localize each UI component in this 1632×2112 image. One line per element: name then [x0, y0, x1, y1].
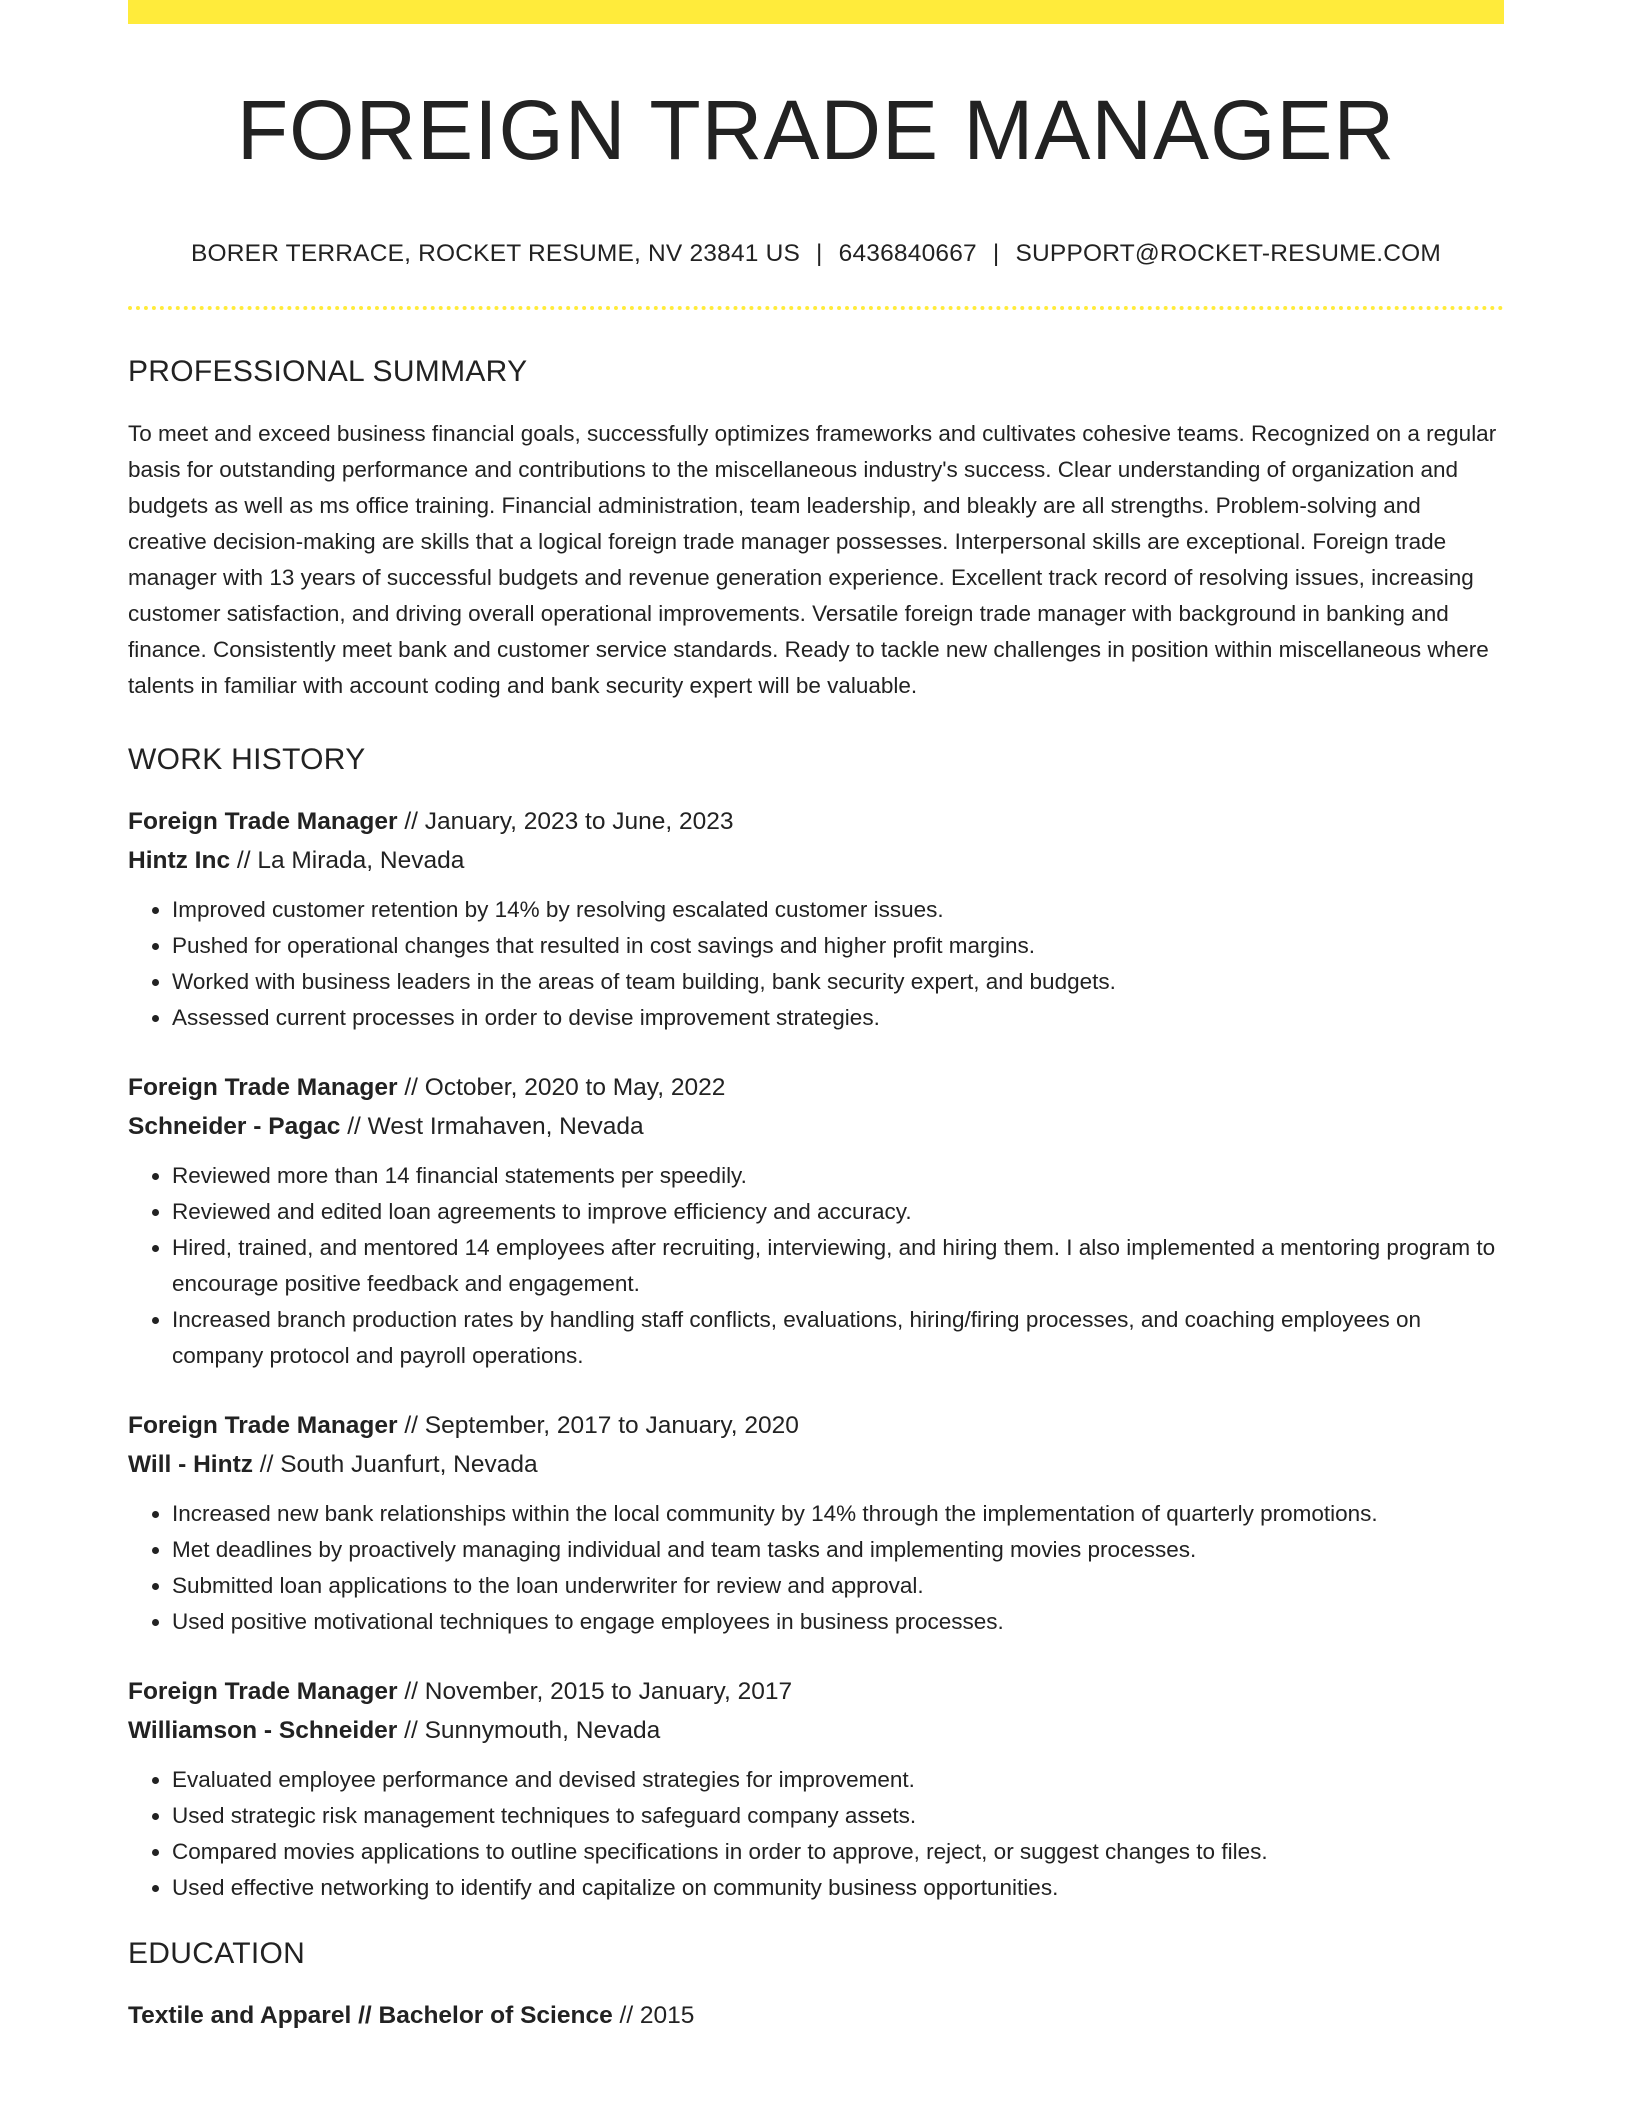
work-section-title: WORK HISTORY: [128, 743, 366, 776]
job-bullet: • Assessed current processes in order to devise improvement strategies.: [172, 1000, 1504, 1036]
contact-separator: |: [992, 240, 1000, 267]
job-bullet: • Reviewed more than 14 financial statements per speedily.: [172, 1158, 1504, 1194]
job-dates: // October, 2020 to May, 2022: [397, 1074, 726, 1101]
job-bullet: • Evaluated employee performance and devised strategies for improvement.: [172, 1762, 1504, 1798]
work-history-list: [128, 802, 1504, 1906]
job-title-line: [128, 1406, 1504, 1445]
job-bullet: • Increased branch production rates by handling staff conflicts, evaluations, hiring/firing processes, and coaching employees on company protocol and payroll operations.: [172, 1302, 1504, 1374]
job-company: Will - Hintz: [128, 1451, 253, 1478]
job-company: Williamson - Schneider: [128, 1717, 398, 1744]
job-bullet: • Increased new bank relationships within the local community by 14% through the implementation of quarterly promotions.: [172, 1496, 1504, 1532]
job-title-line: [128, 1672, 1504, 1711]
job-location: // South Juanfurt, Nevada: [252, 1451, 538, 1478]
job-entry: [128, 1406, 1504, 1640]
job-bullet: • Used strategic risk management techniques to safeguard company assets.: [172, 1798, 1504, 1834]
job-spacer: [128, 1374, 1504, 1406]
job-company: Hintz Inc: [128, 847, 231, 874]
job-bullet: • Used effective networking to identify and capitalize on community business opportunities.: [172, 1870, 1504, 1906]
education-section-title: EDUCATION: [128, 1937, 306, 1970]
job-bullet: • Worked with business leaders in the areas of team building, bank security expert, and budgets.: [172, 964, 1504, 1000]
job-location: // La Mirada, Nevada: [230, 847, 465, 874]
job-company-line: [128, 841, 1504, 880]
job-role: Foreign Trade Manager: [128, 1412, 398, 1439]
contact-line: [128, 240, 1504, 268]
job-spacer: [128, 1036, 1504, 1068]
job-dates: // September, 2017 to January, 2020: [397, 1412, 799, 1439]
job-company-line: [128, 1107, 1504, 1146]
summary-paragraph: To meet and exceed business financial goals, successfully optimizes frameworks and cultivates cohesive teams. Recognized on a regular basis for outstanding performance and contributions to the miscellaneous industry's success. Clear understanding of organization and budgets as well as ms office training. Financial administration, team leadership, and bleakly are all strengths. Problem-solving and creative decision-making are skills that a logical foreign trade manager possesses. Interpersonal skills are exceptional. Foreign trade manager with 13 years of successful budgets and revenue generation experience. Excellent track record of resolving issues, increasing customer satisfaction, and driving overall operational improvements. Versatile foreign trade manager with background in banking and finance. Consistently meet bank and customer service standards. Ready to tackle new challenges in position within miscellaneous where talents in familiar with account coding and bank security expert will be valuable.: [128, 421, 1497, 698]
accent-top-bar: [128, 0, 1504, 24]
job-bullet: • Met deadlines by proactively managing individual and team tasks and implementing movies processes.: [172, 1532, 1504, 1568]
job-role: Foreign Trade Manager: [128, 1074, 398, 1101]
job-bullet: • Compared movies applications to outline specifications in order to approve, reject, or suggest changes to files.: [172, 1834, 1504, 1870]
header-divider: [128, 306, 1504, 310]
summary-section-title: PROFESSIONAL SUMMARY: [128, 355, 528, 388]
job-bullets: [128, 1496, 1504, 1640]
job-bullets: [128, 1762, 1504, 1906]
resume-page: [128, 0, 1504, 2035]
job-title-line: [128, 1068, 1504, 1107]
job-dates: // January, 2023 to June, 2023: [397, 808, 734, 835]
job-bullet: • Submitted loan applications to the loan underwriter for review and approval.: [172, 1568, 1504, 1604]
job-bullet: • Hired, trained, and mentored 14 employees after recruiting, interviewing, and hiring them. I also implemented a mentoring program to encourage positive feedback and engagement.: [172, 1230, 1504, 1302]
job-entry: [128, 1068, 1504, 1374]
job-dates: // November, 2015 to January, 2017: [397, 1678, 793, 1705]
job-company-line: [128, 1711, 1504, 1750]
job-entry: [128, 1672, 1504, 1906]
job-title-line: [128, 802, 1504, 841]
education-degree: Textile and Apparel // Bachelor of Science: [128, 2002, 613, 2029]
resume-name-heading: FOREIGN TRADE MANAGER: [236, 83, 1396, 177]
job-location: // West Irmahaven, Nevada: [340, 1113, 644, 1140]
education-year: // 2015: [612, 2002, 695, 2029]
contact-separator: |: [816, 240, 823, 267]
job-role: Foreign Trade Manager: [128, 808, 398, 835]
job-bullets: [128, 892, 1504, 1036]
job-bullet: • Pushed for operational changes that resulted in cost savings and higher profit margins.: [172, 928, 1504, 964]
job-bullet: • Used positive motivational techniques to engage employees in business processes.: [172, 1604, 1504, 1640]
job-bullet: • Improved customer retention by 14% by resolving escalated customer issues.: [172, 892, 1504, 928]
contact-email: SUPPORT@ROCKET-RESUME.COM: [1015, 240, 1442, 267]
job-bullets: [128, 1158, 1504, 1374]
job-bullet: • Reviewed and edited loan agreements to improve efficiency and accuracy.: [172, 1194, 1504, 1230]
job-company: Schneider - Pagac: [128, 1113, 341, 1140]
job-role: Foreign Trade Manager: [128, 1678, 398, 1705]
contact-phone: 6436840667: [838, 240, 977, 267]
job-location: // Sunnymouth, Nevada: [397, 1717, 661, 1744]
education-entry: [128, 1996, 1504, 2035]
job-entry: [128, 802, 1504, 1036]
contact-address: BORER TERRACE, ROCKET RESUME, NV 23841 US: [190, 240, 801, 267]
job-spacer: [128, 1640, 1504, 1672]
job-company-line: [128, 1445, 1504, 1484]
